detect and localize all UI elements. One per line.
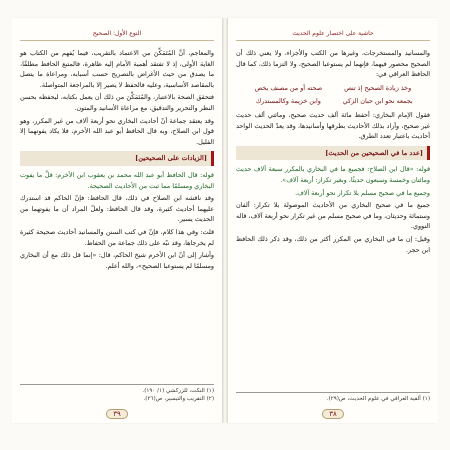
left-section-paragraph: وأشار إلى أنّ ابن الأخرم شيخ الحاكم، قال: «إنما قل ذلك مع أن البخاري ومسلمًا لم يستوعبا الصحيح»، والله أعلم. (20, 251, 214, 270)
right-section-paragraph: وجميع ما في صحيح مسلم بلا تكرار نحو أربعة آلاف. (295, 188, 430, 197)
right-page-header (236, 26, 430, 41)
left-header-title: النوع الأول: الصحيح (90, 30, 144, 37)
left-page-body (20, 48, 214, 381)
footnote: (١) النكت، للزركشي (١/ ١٩٠). (142, 388, 214, 394)
left-paragraph: وقد يعتقد جماعة أنّ أحاديث البخاري نحو أربعة آلاف من غير المكرر، وهو قول ابن الصلاح، وبه قال الحافظ أبو عبد الله الأخرم، فلا يكاد يفوتهما إلا القليل. (20, 116, 214, 146)
left-section-paragraph: قلت: وفي هذا كلام، فإنّ في كتب السنن والمسانيد أحاديث صحيحة كثيرة لم يخرجاها، وقد نبّه على ذلك جماعة من الحفاظ. (20, 227, 214, 247)
verse-hemistich: بجمعه نحو ابن حبان الزكي (342, 97, 413, 106)
footnote: (١) ألفية العراقي في علوم الحديث، ص(٢٩). (326, 396, 430, 402)
left-footnotes (20, 384, 214, 403)
left-section-paragraph: قوله: قال الحافظ أبو عبد الله محمد بن يعقوب ابن الأخرم: قلَّ ما يفوت البخاري ومسلمًا مما ثبت من الأحاديث الصحيحة. (20, 170, 214, 190)
right-page (228, 18, 438, 423)
left-page-number (12, 409, 222, 419)
left-section-title: [الزيادات على الصحيحين] (20, 151, 214, 166)
right-section-paragraph: وقيل: إن ما في البخاري من المكرر أكثر من ذلك، وقد ذكر ذلك الحافظ ابن حجر. (236, 234, 430, 254)
verse-hemistich: وخذ زيادة الصحيح إذ تنص (344, 83, 412, 92)
left-paragraph: فتحقق الصحة بالاعتبار، والمُتَمَكِّنَ من ذلك أن يعمل بكتابه، ليحفظه بحسن النظر والتحرير والتدقيق، مع مراعاة الأسانيد والمتون. (20, 93, 214, 112)
left-paragraph: والمعاجم، أنَّ المُتَمَكِّنَ من الاعتماد بالتقريب، فيما يُفهم من الكتاب هو الغاية الأولى، إذ لا تفتقد أهمية الأمام إليه ظاهرة، فالمتبع الحافظ مطلقًا، ما يصدق من حيث الأغراض بالتصريح حسب أسبابه، ومراعاة ما يتصل بالمقاصد الأساسية، وعليه فالحفظ لا يصير إلا بالمراجعة المتواصلة. (20, 49, 214, 89)
right-footnotes (236, 392, 430, 403)
verse-hemistich: وابن خزيمة وكالمستدرك (255, 97, 321, 106)
page-number-badge: ٣٩ (106, 409, 128, 419)
right-page-number (228, 409, 438, 419)
right-paragraph: فقول الإمام البخاري: أحفظ مائة ألف حديث صحيح، ومائتي ألف حديث غير صحيح، وأراد بذلك الأحاديث بطرقها وأسانيدها، وقد يعدّ الحديث الواحد أحاديث باعتبار تعدد الطرق. (236, 110, 430, 141)
right-page-body (236, 48, 430, 381)
verse-hemistich: صحته أو من مصنف يخص (254, 83, 323, 92)
left-page-header (20, 26, 214, 41)
left-section-paragraph: وقد ناقشه ابن الصلاح في ذلك، قال الحافظ: فإنّ الحاكم قد استدرك عليهما أحاديث كثيرة، وقد قال الحافظ: ولعلّ المراد أن ما يفوتهما من الحديث يسير. (20, 194, 214, 224)
right-section-paragraph: قوله: «قال ابن الصلاح: فجميع ما في البخاري بالمكرر سبعة آلاف حديث ومائتان وخمسة وسبعون حديثًا، وبغير تكرار: أربعة آلاف». (236, 165, 430, 184)
right-paragraph: والمسانيد والمستخرجات، وغيرها من الكتب والأجزاء، ولا يعني ذلك أن الصحيح محصور فيهما، فإنهما لم يستوعبا الصحيح، ولا التزما ذلك، كما قال الحافظ العراقي في: (236, 49, 430, 79)
right-section-paragraph: جميع ما في صحيح البخاري من الأحاديث الموصولة بلا تكرار: ألفان وستمائة وحديثان، وما في صحيح مسلم من غير تكرار نحو أربعة آلاف، قاله النووي. (236, 201, 430, 231)
footnote: (٢) التقريب والتيسير، ص(٢٦). (143, 396, 214, 402)
right-section-title: [عدد ما في الصحيحين من الحديث] (236, 146, 430, 161)
left-page (12, 18, 222, 423)
verse-line (236, 83, 430, 94)
page-number-badge: ٣٨ (322, 409, 344, 419)
verse-line (236, 96, 430, 107)
right-header-title: حاشية على اختصار علوم الحديث (289, 30, 376, 37)
